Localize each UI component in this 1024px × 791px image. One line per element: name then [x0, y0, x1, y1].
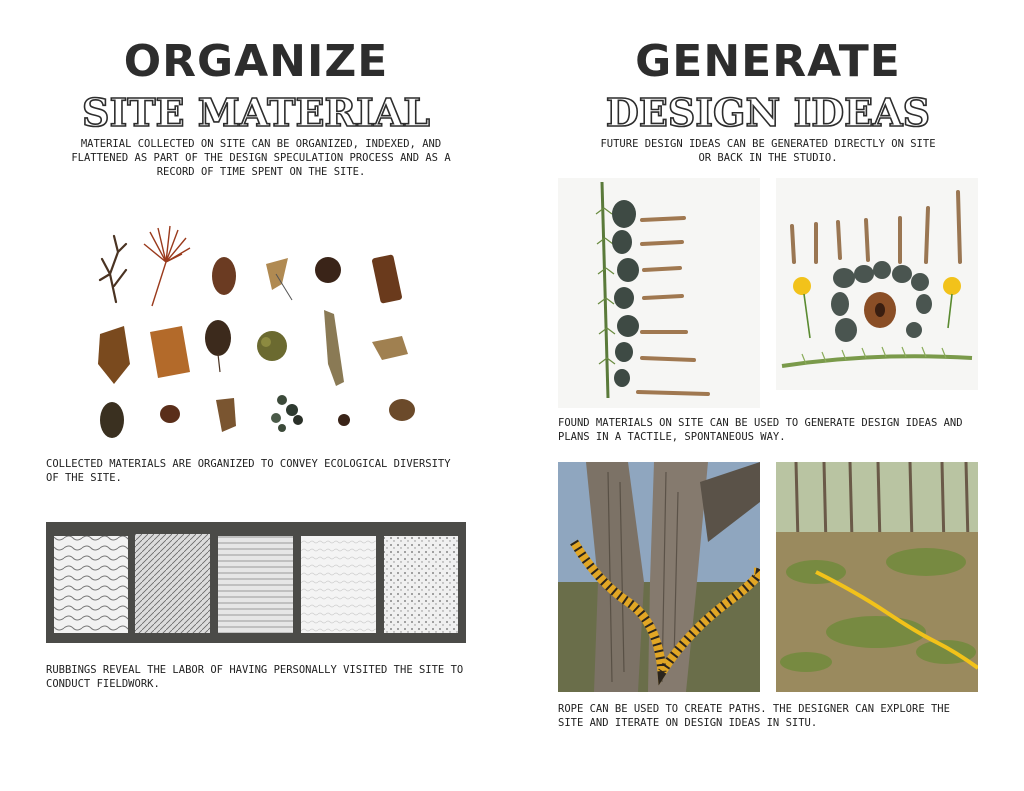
left-intro-text: MATERIAL COLLECTED ON SITE CAN BE ORGANIZED, INDEXED, AND FLATTENED AS PART OF THE DESIGN SPECULATION PROCESS AND AS A RECORD OF TIME SPENT ON THE SITE. [71, 138, 451, 178]
right-heading: GENERATE [635, 36, 901, 87]
rope-tree-photo [558, 462, 760, 692]
found-materials-photo-arrangement [776, 178, 978, 390]
found-materials-caption: FOUND MATERIALS ON SITE CAN BE USED TO GENERATE DESIGN IDEAS AND PLANS IN A TACTILE, SPONTANEOUS WAY. [558, 417, 963, 443]
materials-caption: COLLECTED MATERIALS ARE ORGANIZED TO CONVEY ECOLOGICAL DIVERSITY OF THE SITE. [46, 458, 451, 484]
rubbings-photo [46, 522, 466, 643]
rope-caption: ROPE CAN BE USED TO CREATE PATHS. THE DESIGNER CAN EXPLORE THE SITE AND ITERATE ON DESIGN IDEAS IN SITU. [558, 703, 950, 729]
found-materials-photo-ladder [558, 178, 760, 408]
right-page [512, 0, 1024, 791]
right-subheading: DESIGN IDEAS [605, 90, 931, 135]
rubbings-caption: RUBBINGS REVEAL THE LABOR OF HAVING PERSONALLY VISITED THE SITE TO CONDUCT FIELDWORK. [46, 664, 464, 690]
collected-materials-photo [86, 214, 426, 446]
left-heading: ORGANIZE [123, 36, 389, 87]
right-intro-text: FUTURE DESIGN IDEAS CAN BE GENERATED DIRECTLY ON SITE OR BACK IN THE STUDIO. [600, 138, 936, 164]
rope-field-photo [776, 462, 978, 692]
left-subheading: SITE MATERIAL [82, 90, 430, 135]
